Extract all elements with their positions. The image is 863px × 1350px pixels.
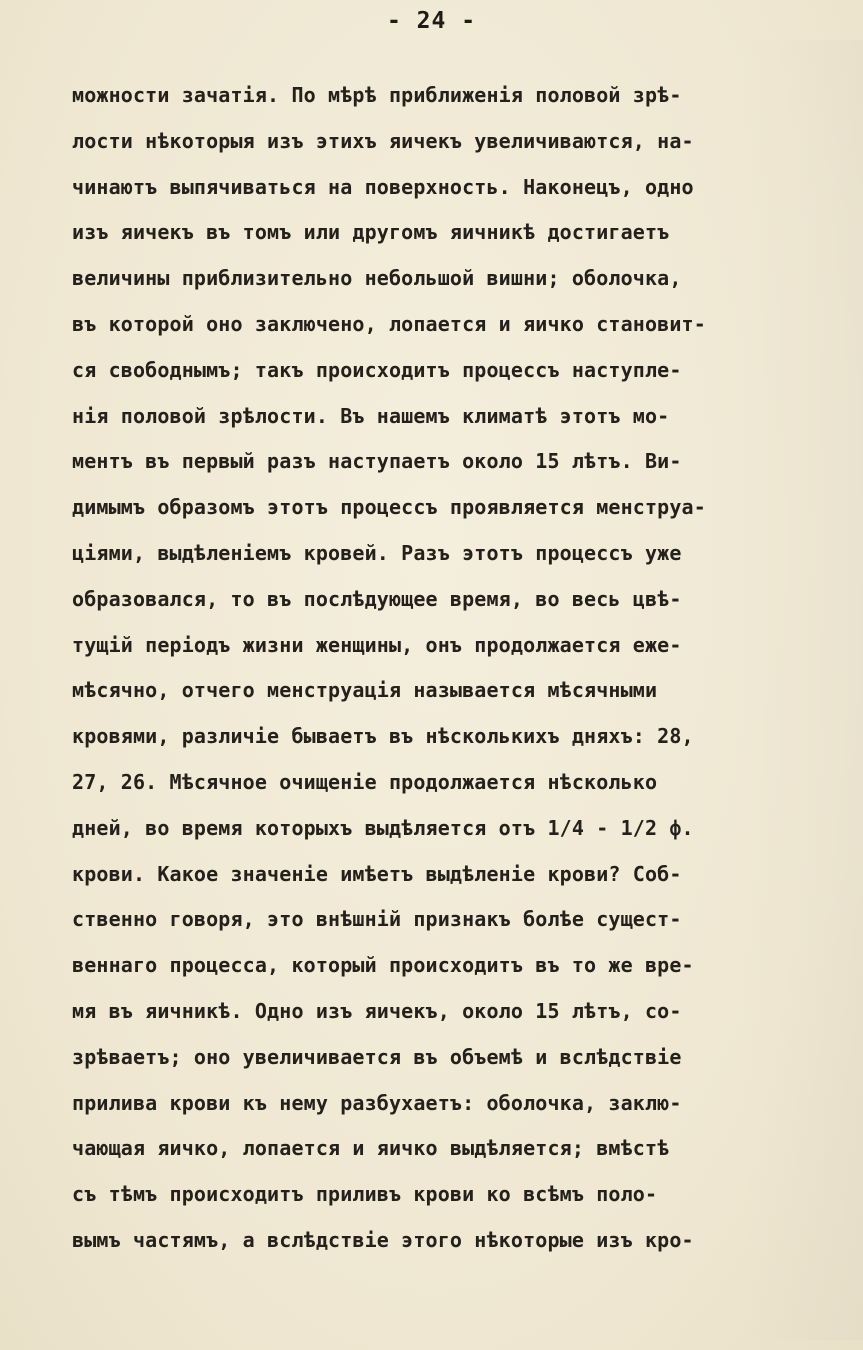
text-line: величины приблизительно небольшой вишни; оболочка, [72, 266, 682, 291]
text-line: 27, 26. Мѣсячное очищеніе продолжается нѣсколько [72, 769, 658, 794]
text-line: дней, во время которыхъ выдѣляется отъ 1/4 - 1/2 ф. [72, 815, 694, 840]
text-line: образовался, то въ послѣдующее время, во весь цвѣ- [72, 586, 682, 611]
text-line: ціями, выдѣленіемъ кровей. Разъ этотъ процессъ уже [72, 540, 682, 565]
text-line: чинаютъ выпячиваться на поверхность. Наконецъ, одно [72, 174, 694, 199]
body-text [72, 73, 792, 1264]
text-line: въ которой оно заключено, лопается и яичко становит- [72, 311, 706, 336]
text-line: чающая яичко, лопается и яичко выдѣляется; вмѣстѣ [72, 1136, 670, 1161]
text-line: изъ яичекъ въ томъ или другомъ яичникѣ достигаетъ [72, 220, 670, 245]
text-line: съ тѣмъ происходитъ приливъ крови ко всѣмъ поло- [72, 1182, 658, 1207]
text-line: прилива крови къ нему разбухаетъ: оболочка, заклю- [72, 1090, 682, 1115]
text-line: лости нѣкоторыя изъ этихъ яичекъ увеличиваются, на- [72, 128, 694, 153]
text-line: димымъ образомъ этотъ процессъ проявляется менструа- [72, 495, 706, 520]
text-line: тущій періодъ жизни женщины, онъ продолжается еже- [72, 632, 682, 657]
text-line: ственно говоря, это внѣшній признакъ болѣе сущест- [72, 907, 682, 932]
text-line: можности зачатія. По мѣрѣ приближенія половой зрѣ- [72, 83, 682, 107]
text-line: мѣсячно, отчего менструація называется мѣсячными [72, 678, 658, 703]
text-line: веннаго процесса, который происходитъ въ то же вре- [72, 953, 694, 978]
text-line: кровями, различіе бываетъ въ нѣсколькихъ дняхъ: 28, [72, 724, 694, 749]
text-line: ментъ въ первый разъ наступаетъ около 15 лѣтъ. Ви- [72, 449, 682, 474]
text-line: нія половой зрѣлости. Въ нашемъ климатѣ этотъ мо- [72, 403, 670, 428]
text-line: крови. Какое значеніе имѣетъ выдѣленіе крови? Соб- [72, 861, 682, 886]
text-line: вымъ частямъ, а вслѣдствіе этого нѣкоторые изъ кро- [72, 1227, 694, 1252]
page-number: - 24 - [386, 8, 477, 34]
text-line: мя въ яичникѣ. Одно изъ яичекъ, около 15 лѣтъ, со- [72, 998, 682, 1023]
text-line: зрѣваетъ; оно увеличивается въ объемѣ и вслѣдствіе [72, 1044, 682, 1069]
text-line: ся свободнымъ; такъ происходитъ процессъ наступле- [72, 357, 682, 382]
